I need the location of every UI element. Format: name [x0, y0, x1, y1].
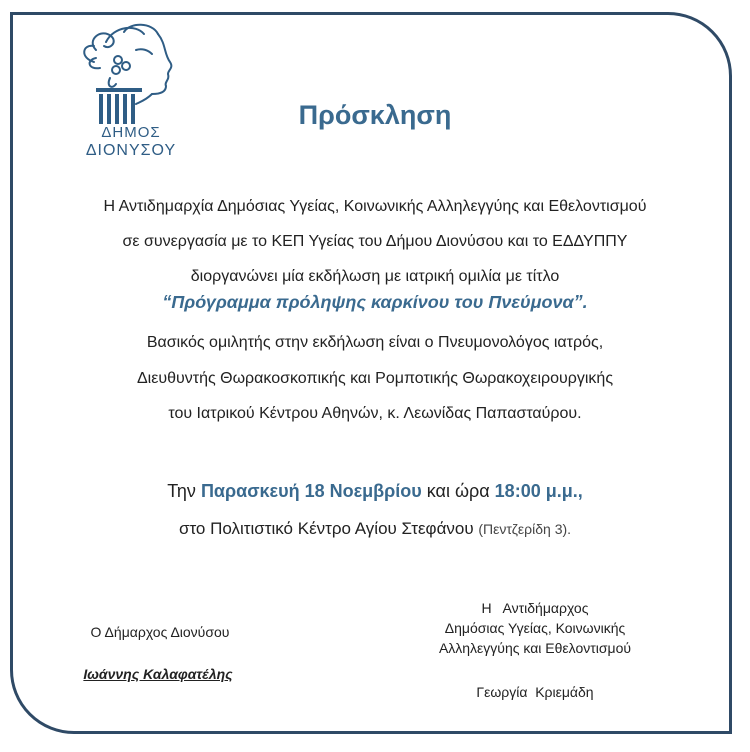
logo-text-line1: ΔΗΜΟΣ — [101, 124, 161, 141]
body-line-1: Η Αντιδημαρχία Δημόσιας Υγείας, Κοινωνικής Αλληλεγγύης και Εθελοντισμού — [103, 198, 647, 215]
event-prefix: Την — [167, 481, 196, 501]
event-time: 18:00 μ.μ., — [494, 481, 583, 501]
deputy-title-line2: Δημόσιας Υγείας, Κοινωνικής — [444, 620, 626, 636]
event-venue-line — [0, 519, 750, 539]
event-venue: στο Πολιτιστικό Κέντρο Αγίου Στεφάνου — [178, 519, 474, 538]
deputy-name: Γεωργία Κριεμάδη — [476, 684, 594, 700]
body-line-6: Διευθυντής Θωρακοσκοπικής και Ρομποτικής Θωρακοχειρουργικής — [136, 370, 614, 387]
body-line-2: σε συνεργασία με το ΚΕΠ Υγείας του Δήμου Διονύσου και το ΕΔΔΥΠΠΥ — [122, 233, 628, 250]
event-date: Παρασκευή 18 Νοεμβρίου — [200, 481, 422, 501]
body-line-3: διοργανώνει μία εκδήλωση με ιατρική ομιλία με τίτλο — [190, 268, 560, 285]
mayor-name: Ιωάννης Καλαφατέλης — [83, 666, 233, 682]
event-date-line — [0, 481, 750, 502]
event-middle: και ώρα — [426, 481, 490, 501]
deputy-title-line1: Η Αντιδήμαρχος — [481, 600, 589, 616]
mayor-title: Ο Δήμαρχος Διονύσου — [90, 624, 230, 640]
body-line-7: του Ιατρικού Κέντρου Αθηνών, κ. Λεωνίδας Παπασταύρου. — [168, 405, 582, 422]
event-address: (Πεντζερίδη 3). — [478, 521, 572, 537]
body-line-5: Βασικός ομιλητής στην εκδήλωση είναι ο Πνευμονολόγος ιατρός, — [146, 334, 604, 351]
deputy-title-line3: Αλληλεγγύης και Εθελοντισμού — [438, 640, 632, 656]
talk-title: “Πρόγραμμα πρόληψης καρκίνου του Πνεύμονα”. — [162, 292, 588, 312]
logo-text-line2: ΔΙΟΝΥΣΟΥ — [85, 142, 177, 159]
page-title: Πρόσκληση — [298, 100, 452, 130]
